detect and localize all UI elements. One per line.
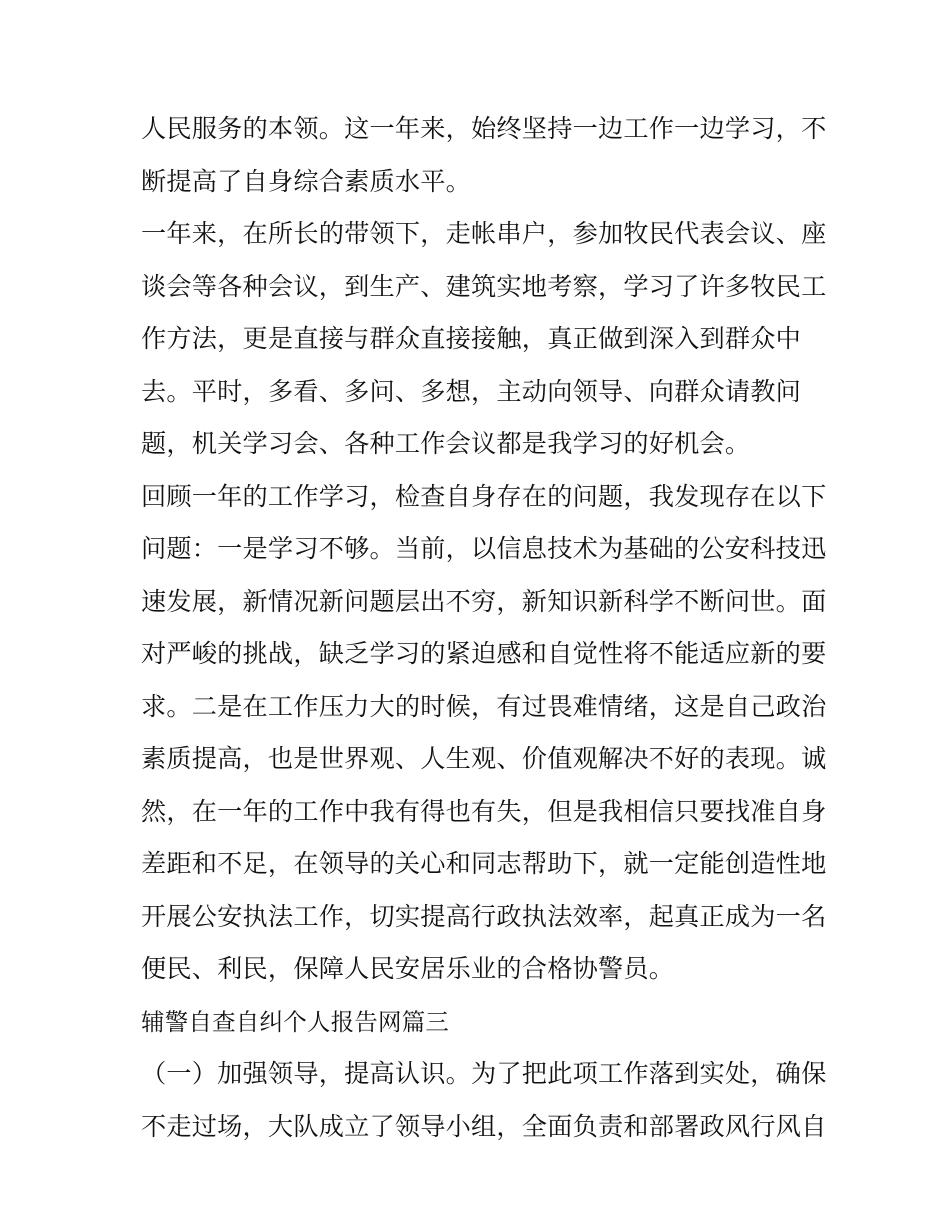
text-line: 开展公安执法工作，切实提高行政执法效率，起真正成为一名	[141, 901, 827, 931]
text-line: 速发展，新情况新问题层出不穷，新知识新科学不断问世。面	[141, 586, 827, 616]
text-line: 一年来，在所长的带领下，走帐串户，参加牧民代表会议、座	[141, 219, 827, 248]
text-line: 素质提高，也是世界观、人生观、价值观解决不好的表现。诚	[141, 744, 827, 773]
text-line: 题，机关学习会、各种工作会议都是我学习的好机会。	[141, 429, 751, 458]
text-line: 对严峻的挑战，缺乏学习的紧迫感和自觉性将不能适应新的要	[141, 639, 827, 668]
text-line: 不走过场，大队成立了领导小组，全面负责和部署政风行风自	[141, 1111, 827, 1141]
text-line: 断提高了自身综合素质水平。	[141, 166, 472, 196]
text-line: 差距和不足，在领导的关心和同志帮助下，就一定能创造性地	[141, 849, 827, 878]
section-heading: 辅警自查自纠个人报告网篇三	[141, 1007, 450, 1036]
text-line: 便民、利民，保障人民安居乐业的合格协警员。	[141, 954, 675, 983]
text-line: 然，在一年的工作中我有得也有失，但是我相信只要找准自身	[141, 796, 827, 826]
text-line: 谈会等各种会议，到生产、建筑实地考察，学习了许多牧民工	[141, 271, 827, 301]
text-line: 回顾一年的工作学习，检查自身存在的问题，我发现存在以下	[141, 481, 827, 511]
text-line: 去。平时，多看、多问、多想，主动向领导、向群众请教问	[141, 376, 802, 406]
text-line: 问题：一是学习不够。当前，以信息技术为基础的公安科技迅	[141, 534, 827, 563]
text-line: 人民服务的本领。这一年来，始终坚持一边工作一边学习，不	[141, 114, 827, 143]
body-text	[141, 103, 827, 1153]
text-line: 作方法，更是直接与群众直接接触，真正做到深入到群众中	[141, 324, 802, 353]
text-line: （一）加强领导，提高认识。为了把此项工作落到实处，确保	[141, 1059, 827, 1088]
text-line: 求。二是在工作压力大的时候，有过畏难情绪，这是自己政治	[141, 691, 827, 721]
